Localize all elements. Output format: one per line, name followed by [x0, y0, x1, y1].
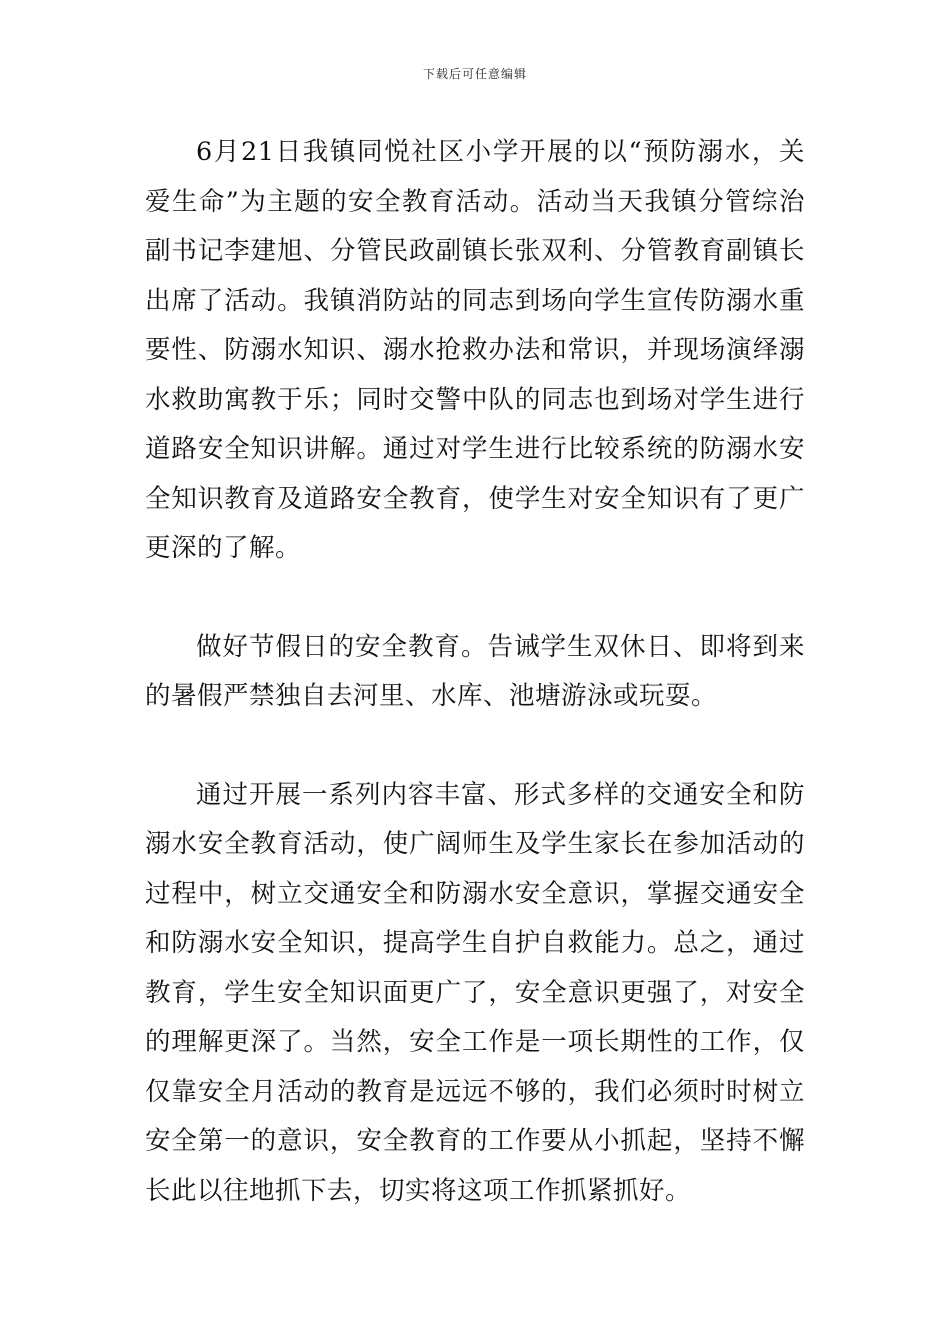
paragraph-activity-report: 6月21日我镇同悦社区小学开展的以“预防溺水，关爱生命”为主题的安全教育活动。活动当天我镇分管综治副书记李建旭、分管民政副镇长张双利、分管教育副镇长出席了活动。我镇消防站的同志到场向学生宣传防溺水重要性、防溺水知识、溺水抢救办法和常识，并现场演绎溺水救助寓教于乐；同时交警中队的同志也到场对学生进行道路安全知识讲解。通过对学生进行比较系统的防溺水安全知识教育及道路安全教育，使学生对安全知识有了更广更深的了解。 [145, 137, 805, 563]
document-body [145, 128, 805, 1216]
paragraph-summary: 通过开展一系列内容丰富、形式多样的交通安全和防溺水安全教育活动，使广阔师生及学生家长在参加活动的过程中，树立交通安全和防溺水安全意识，掌握交通安全和防溺水安全知识，提高学生自护自救能力。总之，通过教育，学生安全知识面更广了，安全意识更强了，对安全的理解更深了。当然，安全工作是一项长期性的工作，仅仅靠安全月活动的教育是远远不够的，我们必须时时树立安全第一的意识，安全教育的工作要从小抓起，坚持不懈长此以往地抓下去，切实将这项工作抓紧抓好。 [145, 779, 805, 1206]
header-note: 下载后可任意编辑 [422, 67, 527, 81]
paragraph-holiday-safety: 做好节假日的安全教育。告诫学生双休日、即将到来的暑假严禁独自去河里、水库、池塘游泳或玩耍。 [145, 631, 805, 711]
